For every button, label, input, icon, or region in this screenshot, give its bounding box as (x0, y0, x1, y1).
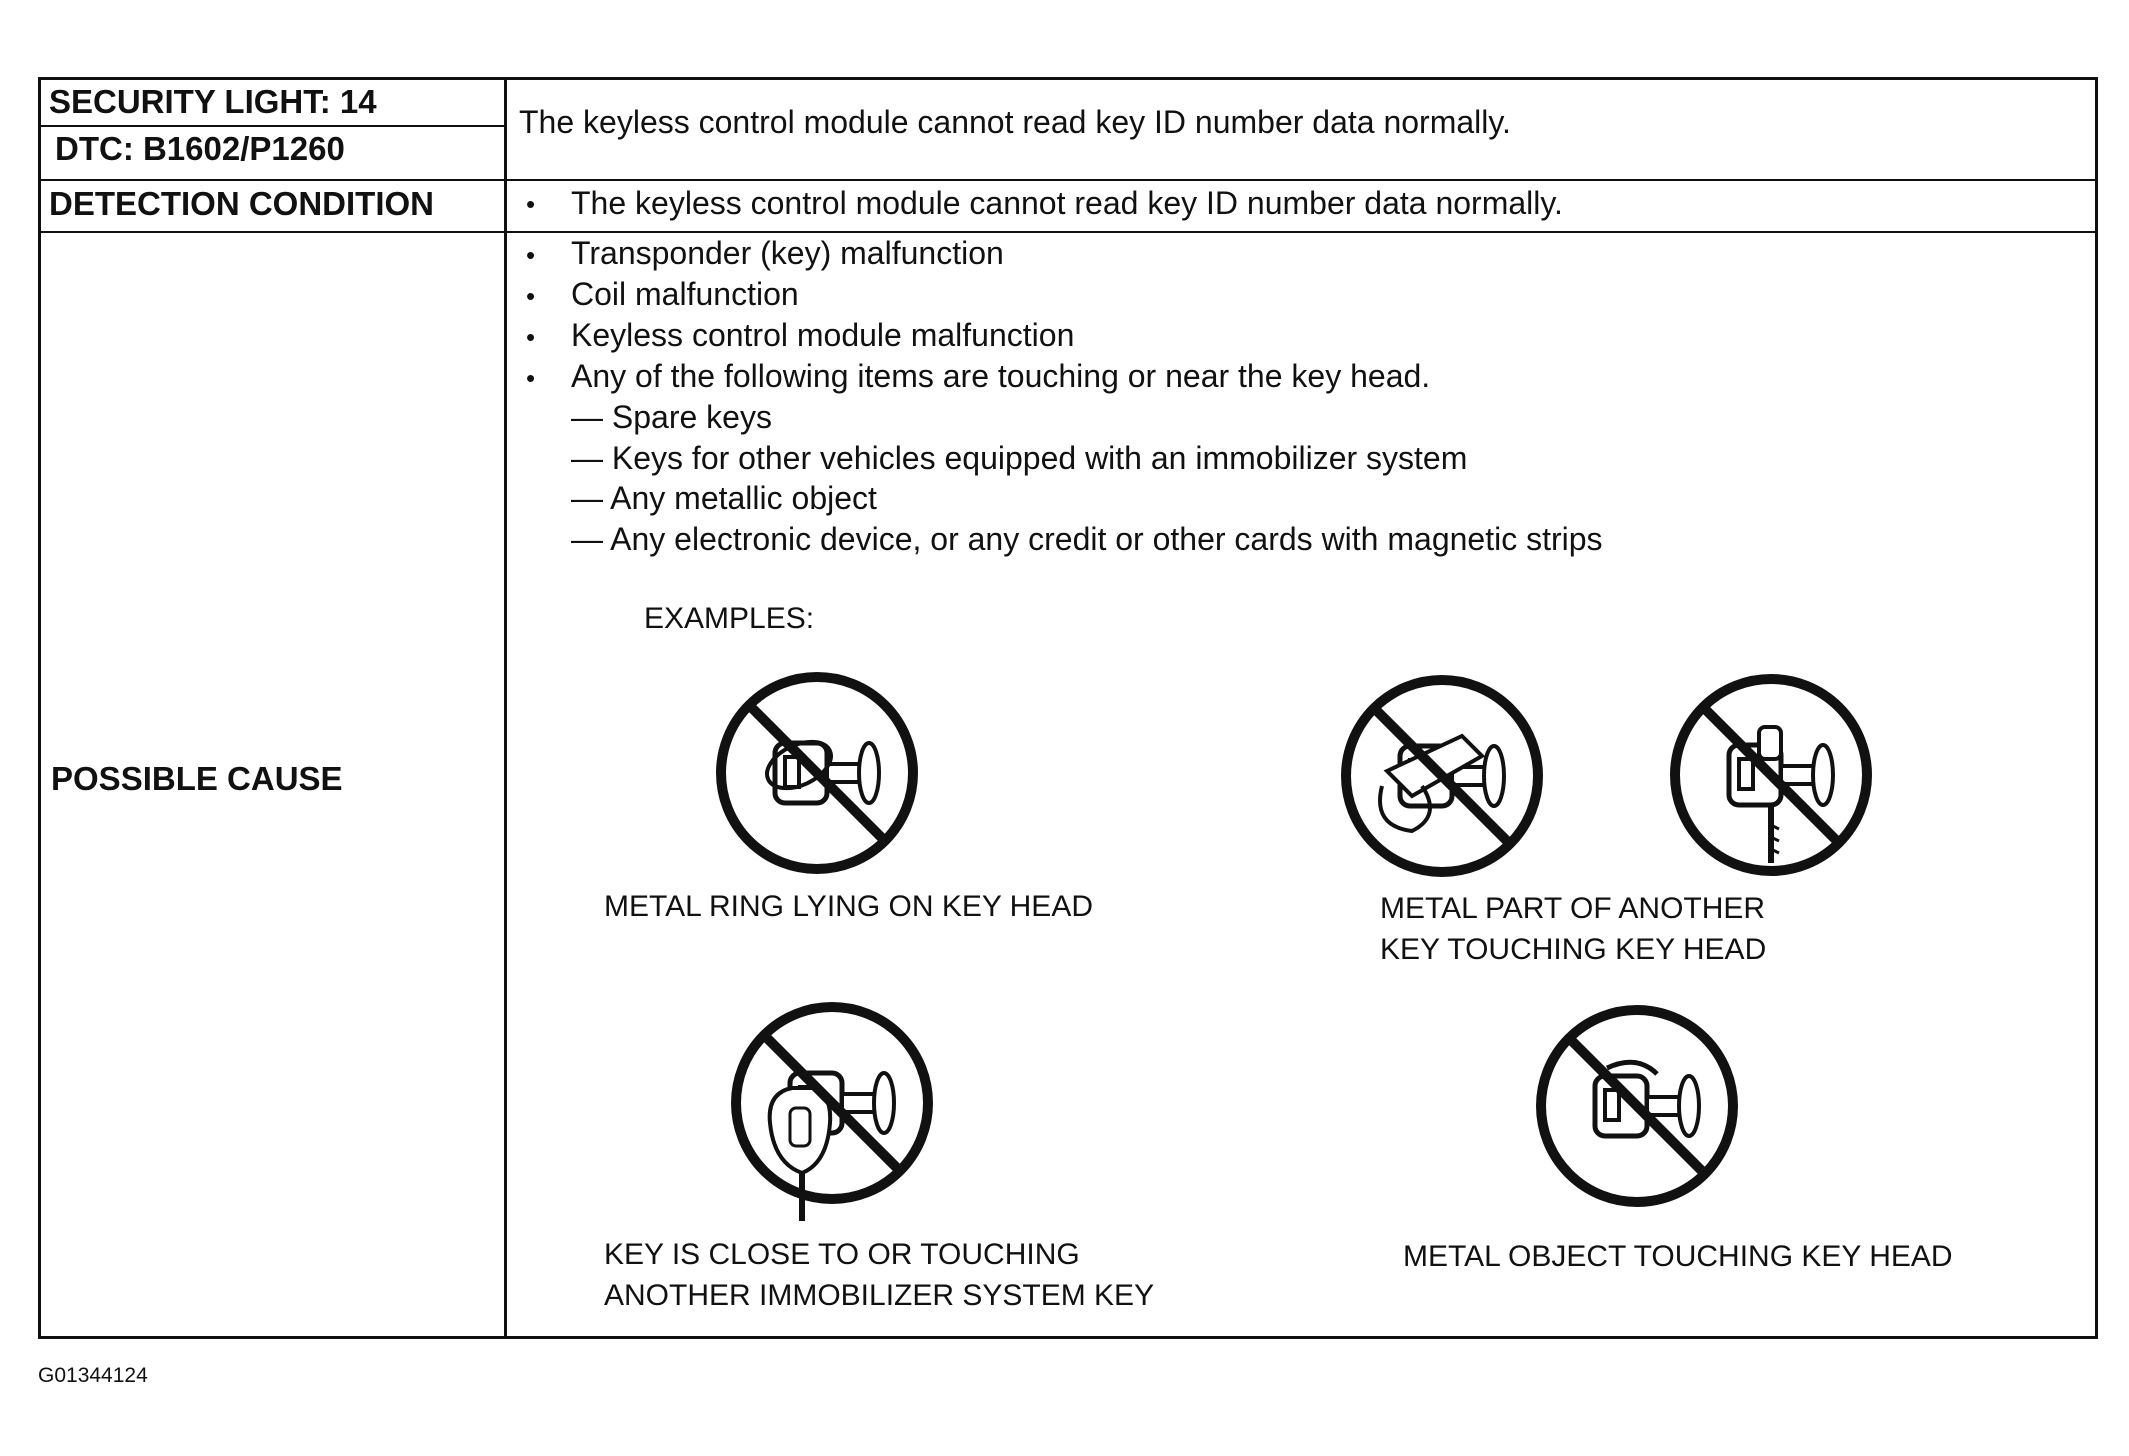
example-caption: METAL RING LYING ON KEY HEAD (604, 890, 1093, 923)
dtc-label: DTC: B1602/P1260 (55, 130, 345, 167)
cause-item: Any of the following items are touching or near the key head. (571, 358, 1431, 394)
no-metal-object-icon (1529, 998, 1745, 1214)
detection-condition-text: The keyless control module cannot read key ID number data normally. (571, 185, 1563, 221)
bullet: • (526, 189, 536, 219)
cause-item: Transponder (key) malfunction (571, 235, 1004, 271)
bullet: • (526, 240, 536, 270)
bullet: • (526, 322, 536, 352)
cause-subitem: — Any metallic object (571, 480, 877, 516)
label-dashed-divider (41, 125, 504, 127)
cause-item: Coil malfunction (571, 276, 799, 312)
bullet: • (526, 363, 536, 393)
no-immobilizer-key-icon (724, 995, 940, 1225)
cause-subitem: — Keys for other vehicles equipped with an immobilizer system (571, 440, 1468, 476)
bullet: • (526, 281, 536, 311)
example-caption: METAL OBJECT TOUCHING KEY HEAD (1403, 1240, 1953, 1273)
dtc-description: The keyless control module cannot read key ID number data normally. (519, 104, 1511, 140)
example-caption: KEY TOUCHING KEY HEAD (1380, 933, 1767, 966)
no-other-key-part-icon (1334, 668, 1550, 884)
detection-condition-label: DETECTION CONDITION (49, 185, 434, 222)
example-caption: KEY IS CLOSE TO OR TOUCHING (604, 1238, 1080, 1271)
no-metal-ring-icon (709, 665, 925, 881)
figure-reference: G01344124 (38, 1364, 148, 1387)
cause-item: Keyless control module malfunction (571, 317, 1075, 353)
cause-subitem: — Any electronic device, or any credit or other cards with magnetic strips (571, 521, 1603, 557)
examples-label: EXAMPLES: (644, 602, 815, 635)
example-caption: METAL PART OF ANOTHER (1380, 892, 1766, 925)
example-caption: ANOTHER IMMOBILIZER SYSTEM KEY (604, 1279, 1155, 1312)
column-divider (504, 80, 507, 1336)
row-divider (41, 179, 2095, 181)
no-other-key-part-icon (1663, 667, 1879, 883)
row-divider (41, 231, 2095, 233)
security-light-label: SECURITY LIGHT: 14 (49, 83, 377, 120)
possible-cause-label: POSSIBLE CAUSE (51, 760, 343, 797)
dtc-info-table (38, 77, 2098, 1339)
cause-subitem: — Spare keys (571, 399, 772, 435)
